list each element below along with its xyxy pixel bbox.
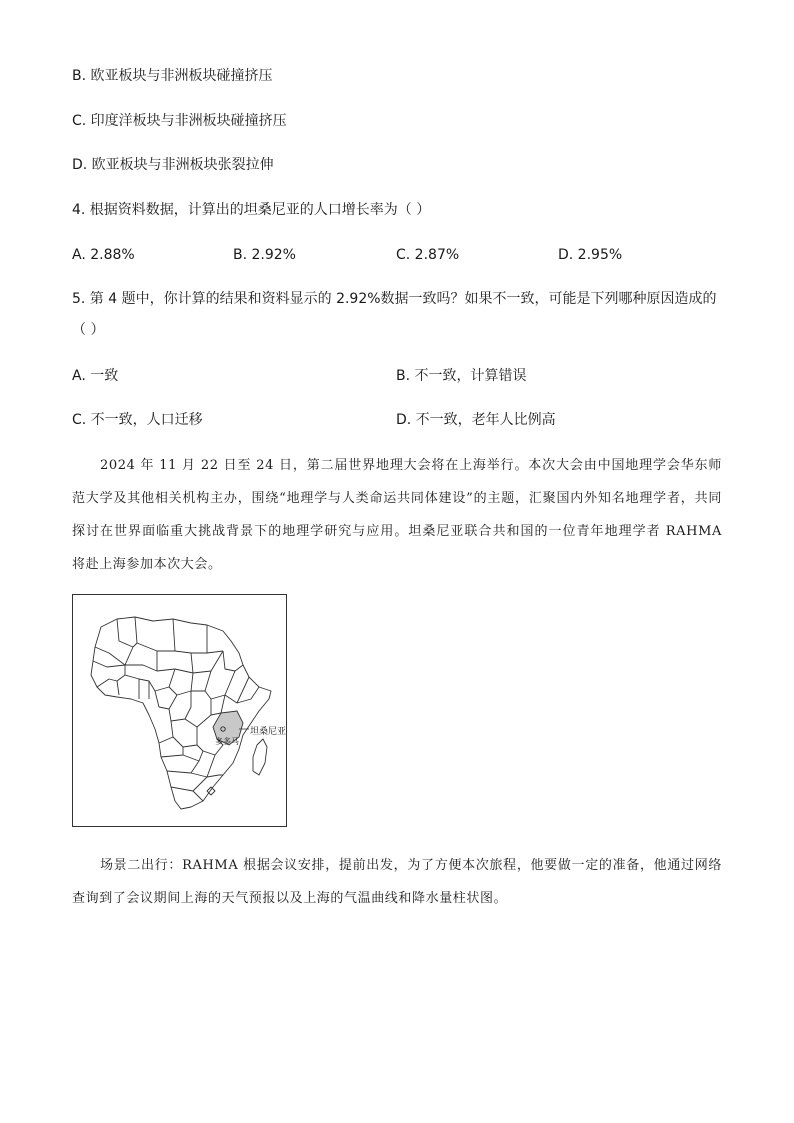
q5-option-d: D. 不一致，老年人比例高 [396,412,556,428]
question-5-stem-line2: （ ） [72,322,105,338]
question-4-stem: 4. 根据资料数据，计算出的坦桑尼亚的人口增长率为（ ） [72,202,431,218]
option-b-line: B. 欧亚板块与非洲板块碰撞挤压 [72,68,273,84]
africa-map-drawing [73,595,286,826]
q5-option-c: C. 不一致，人口迁移 [72,412,203,428]
option-d-line: D. 欧亚板块与非洲板块张裂拉伸 [72,157,274,173]
question-5-stem-line1: 5. 第 4 题中，你计算的结果和资料显示的 2.92%数据一致吗？如果不一致，可能是下列哪种原因造成的 [72,291,717,307]
q4-option-d: D. 2.95% [558,247,623,263]
option-c-line: C. 印度洋板块与非洲板块碰撞挤压 [72,113,287,129]
q5-option-a: A. 一致 [72,368,119,384]
africa-map [72,594,287,827]
q4-option-a: A. 2.88% [72,247,135,263]
q4-option-b: B. 2.92% [233,247,296,263]
q5-option-b: B. 不一致，计算错误 [396,368,527,384]
intro-paragraph: 2024 年 11 月 22 日至 24 日，第二届世界地理大会将在上海举行。本次大会由中国地理学会华东师范大学及其他相关机构主办，围绕“地理学与人类命运共同体建设”的主题，汇聚国内外知名地理学者，共同探讨在世界面临重大挑战背景下的地理学研究与应用。坦桑尼亚联合共和国的一位青年地理学者 RAHMA 将赴上海参加本次大会。 [72,458,722,572]
label-tanzania: 坦桑尼亚 [250,727,287,737]
label-capital-city: 多多马 [215,737,239,746]
q4-option-c: C. 2.87% [396,247,460,263]
scene-two-paragraph: 场景二出行：RAHMA 根据会议安排，提前出发，为了方便本次旅程，他要做一定的准备，他通过网络查询到了会议期间上海的天气预报以及上海的气温曲线和降水量柱状图。 [72,858,722,906]
